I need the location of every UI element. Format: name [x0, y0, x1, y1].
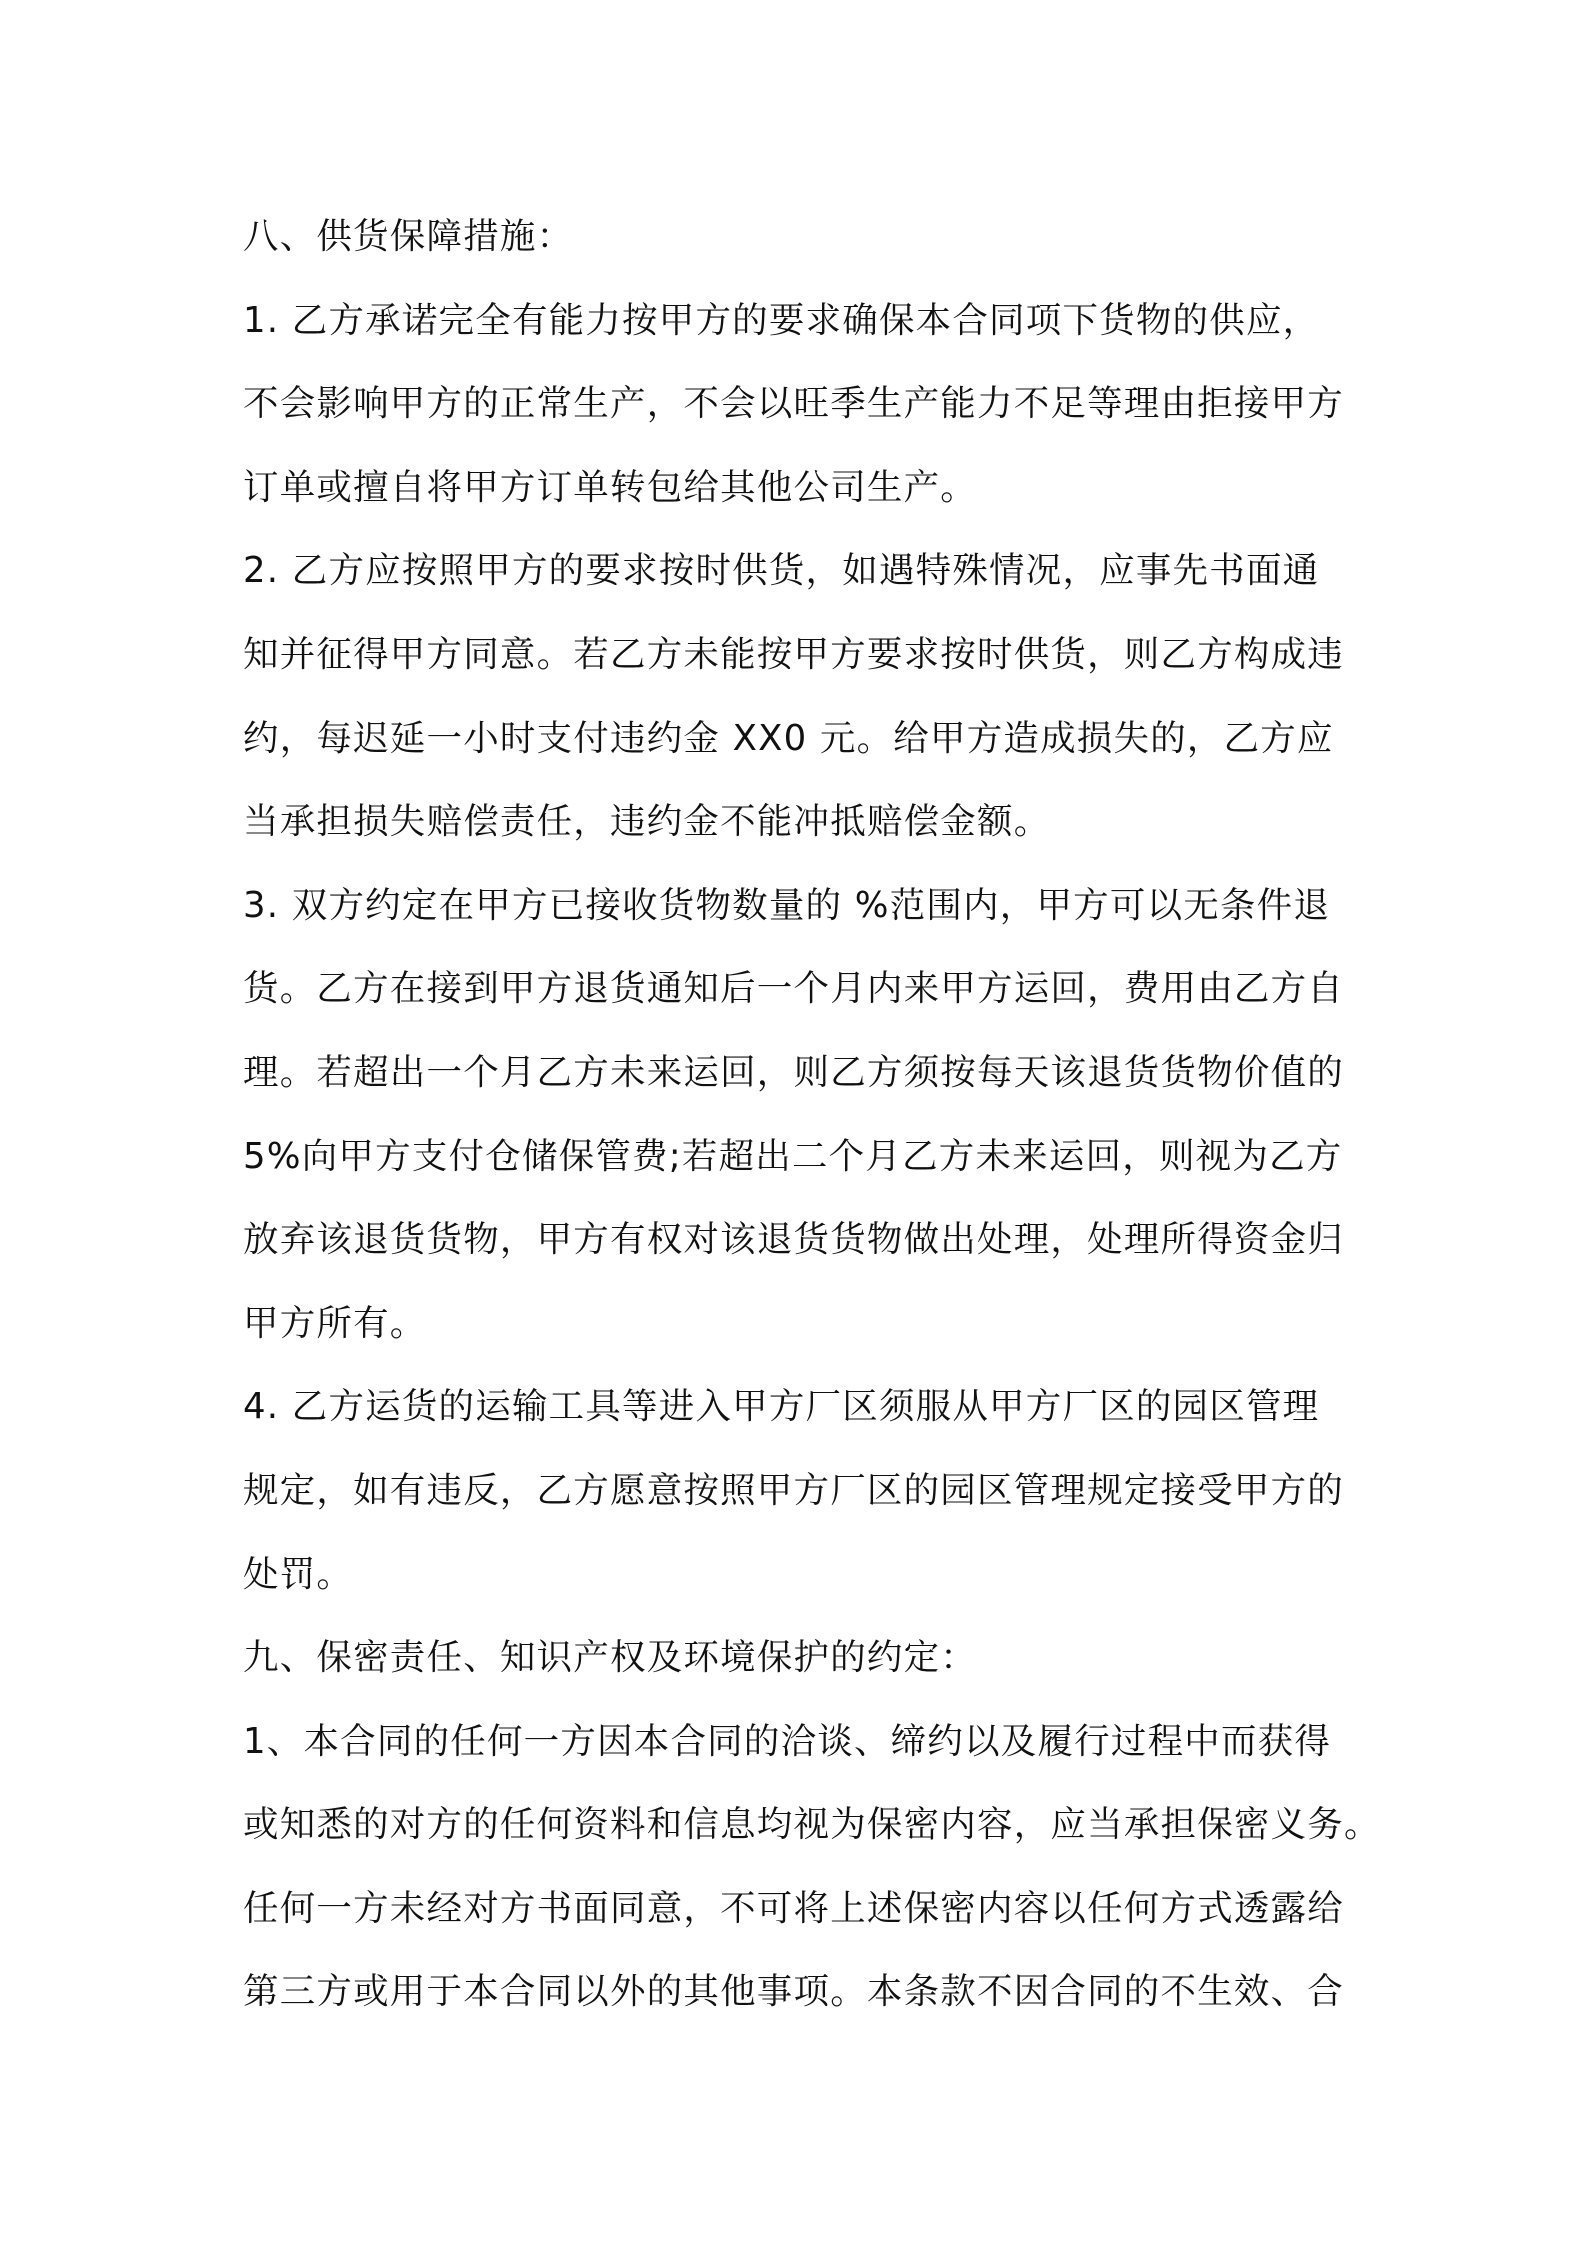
text-line: 规定，如有违反，乙方愿意按照甲方厂区的园区管理规定接受甲方的 — [243, 1469, 1345, 1511]
text-line: 放弃该退货货物，甲方有权对该退货货物做出处理，处理所得资金归 — [243, 1219, 1345, 1261]
text-line: 货。乙方在接到甲方退货通知后一个月内来甲方运回，费用由乙方自 — [243, 968, 1345, 1010]
text-line: 订单或擅自将甲方订单转包给其他公司生产。 — [243, 466, 978, 508]
document-body — [243, 195, 1381, 2034]
text-line: 任何一方未经对方书面同意，不可将上述保密内容以任何方式透露给 — [243, 1887, 1345, 1929]
text-line: 处罚。 — [243, 1553, 354, 1595]
text-line: 4. 乙方运货的运输工具等进入甲方厂区须服从甲方厂区的园区管理 — [243, 1386, 1320, 1428]
text-line: 或知悉的对方的任何资料和信息均视为保密内容，应当承担保密义务。 — [243, 1804, 1381, 1846]
text-line: 甲方所有。 — [243, 1302, 427, 1344]
text-line: 1. 乙方承诺完全有能力按甲方的要求确保本合同项下货物的供应， — [243, 299, 1320, 341]
text-line: 5%向甲方支付仓储保管费;若超出二个月乙方未来运回，则视为乙方 — [243, 1135, 1343, 1177]
text-line: 2. 乙方应按照甲方的要求按时供货，如遇特殊情况，应事先书面通 — [243, 550, 1320, 592]
section-9-heading: 九、保密责任、知识产权及环境保护的约定： — [243, 1637, 978, 1679]
text-line: 第三方或用于本合同以外的其他事项。本条款不因合同的不生效、合 — [243, 1971, 1345, 2013]
text-line: 约，每迟延一小时支付违约金 XX0 元。给甲方造成损失的，乙方应 — [243, 717, 1334, 759]
section-8-heading: 八、供货保障措施： — [243, 216, 574, 257]
text-line: 当承担损失赔偿责任，违约金不能冲抵赔偿金额。 — [243, 801, 1051, 843]
text-line: 知并征得甲方同意。若乙方未能按甲方要求按时供货，则乙方构成违 — [243, 633, 1345, 675]
text-line: 3. 双方约定在甲方已接收货物数量的 %范围内，甲方可以无条件退 — [243, 884, 1331, 926]
text-line: 1、本合同的任何一方因本合同的洽谈、缔约以及履行过程中而获得 — [243, 1720, 1332, 1762]
text-line: 理。若超出一个月乙方未来运回，则乙方须按每天该退货货物价值的 — [243, 1051, 1345, 1093]
text-line: 不会影响甲方的正常生产，不会以旺季生产能力不足等理由拒接甲方 — [243, 383, 1345, 425]
